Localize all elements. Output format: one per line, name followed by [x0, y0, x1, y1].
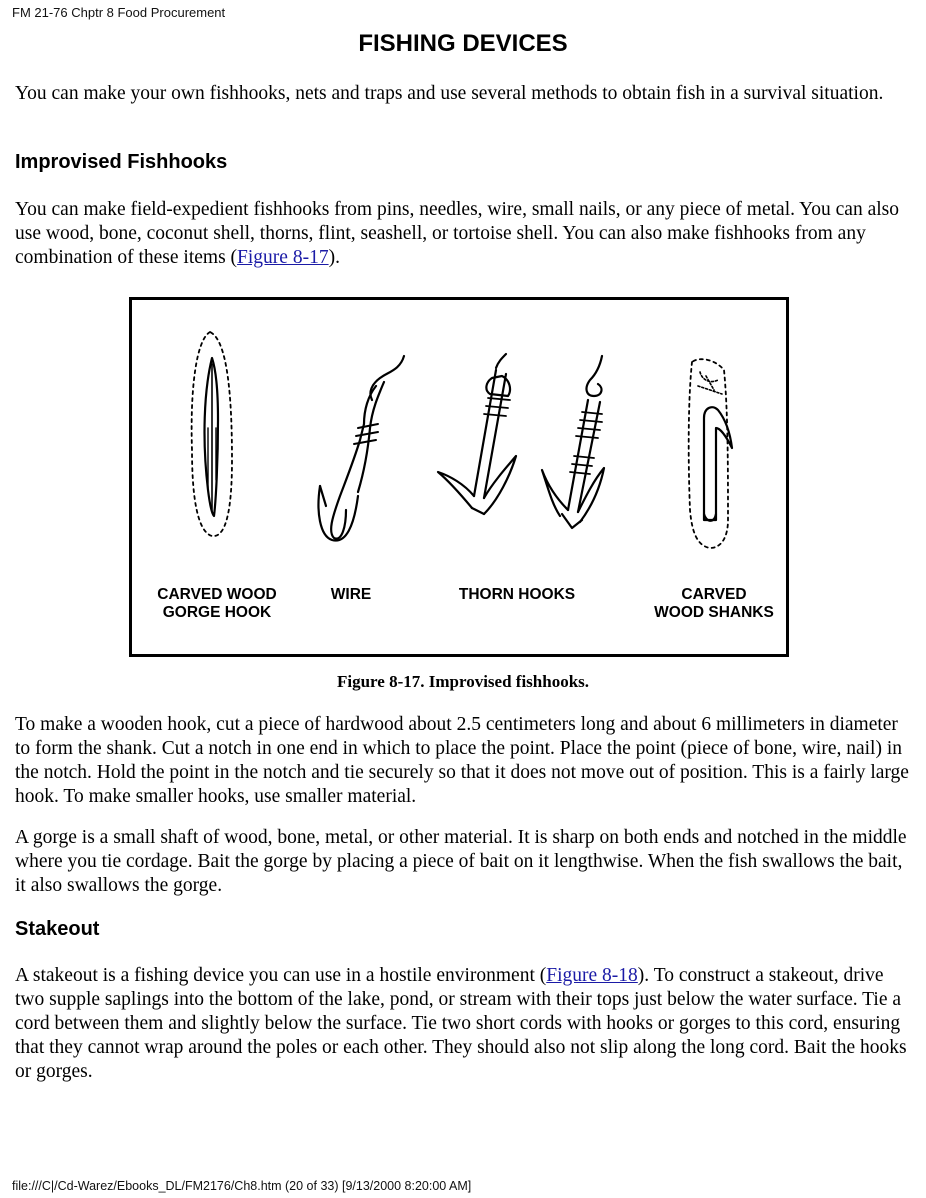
wooden-hook-paragraph: To make a wooden hook, cut a piece of hardwood about 2.5 centimeters long and about 6 millimeters in diameter to form the shank. Cut a notch in one end in which to place the point. Place the point (piece of bone, wire, nail) in the notch. Hold the point in the notch and tie securely so that it does not move out of position. This is a fairly large hook. To make smaller hooks, use smaller material. [15, 714, 909, 807]
heading-improvised-fishhooks: Improvised Fishhooks [15, 151, 228, 173]
label-carved-wood-gorge-hook: CARVED WOOD GORGE HOOK [157, 586, 277, 621]
stakeout-paragraph [15, 964, 911, 1084]
heading-stakeout: Stakeout [15, 918, 100, 940]
gorge-hook-drawing [192, 332, 232, 536]
figure-8-17-link[interactable]: Figure 8-17 [237, 247, 329, 268]
page-title: FISHING DEVICES [358, 30, 568, 57]
stakeout-text-before: A stakeout is a fishing device you can use in a hostile environment ( [15, 965, 547, 986]
figure-8-17 [129, 297, 789, 657]
thorn-hook-1-drawing [438, 354, 516, 514]
thorn-hook-2-drawing [542, 356, 604, 528]
improvised-text-after: ). [328, 247, 340, 268]
gorge-paragraph: A gorge is a small shaft of wood, bone, metal, or other material. It is sharp on both ends and notched in the middle where you tie cordage. Bait the gorge by placing a piece of bait on it lengthwise. When the fish swallows the bait, it also swallows the gorge. [15, 827, 907, 896]
intro-paragraph: You can make your own fishhooks, nets and traps and use several methods to obtain fish in a survival situation. [15, 83, 884, 104]
label-thorn-hooks: THORN HOOKS [458, 586, 576, 603]
improvised-paragraph [15, 198, 911, 270]
improvised-text-before: You can make field-expedient fishhooks from pins, needles, wire, small nails, or any piece of metal. You can also use wood, bone, coconut shell, thorns, flint, seashell, or tortoise shell. You can also make fishhooks from any combination of these items ( [15, 199, 899, 268]
wood-shanks-drawing [689, 359, 732, 548]
document-header: FM 21-76 Chptr 8 Food Procurement [12, 5, 226, 20]
figure-caption: Figure 8-17. Improvised fishhooks. [336, 672, 590, 691]
label-carved-wood-shanks: CARVED WOOD SHANKS [654, 586, 774, 621]
wire-hook-drawing [319, 356, 405, 541]
label-wire: WIRE [330, 586, 372, 603]
stakeout-text-after: ). To construct a stakeout, drive two supple saplings into the bottom of the lake, pond, or stream with their tops just below the water surface. Tie a cord between them and slightly below the surface. Tie two short cords with hooks or gorges to this cord, ensuring that they cannot wrap around the poles or each other. They should also not slip along the long cord. Bait the hooks or gorges. [15, 965, 907, 1082]
document-footer: file:///C|/Cd-Warez/Ebooks_DL/FM2176/Ch8.htm (20 of 33) [9/13/2000 8:20:00 AM] [12, 1179, 472, 1193]
figure-8-18-link[interactable]: Figure 8-18 [546, 965, 638, 986]
